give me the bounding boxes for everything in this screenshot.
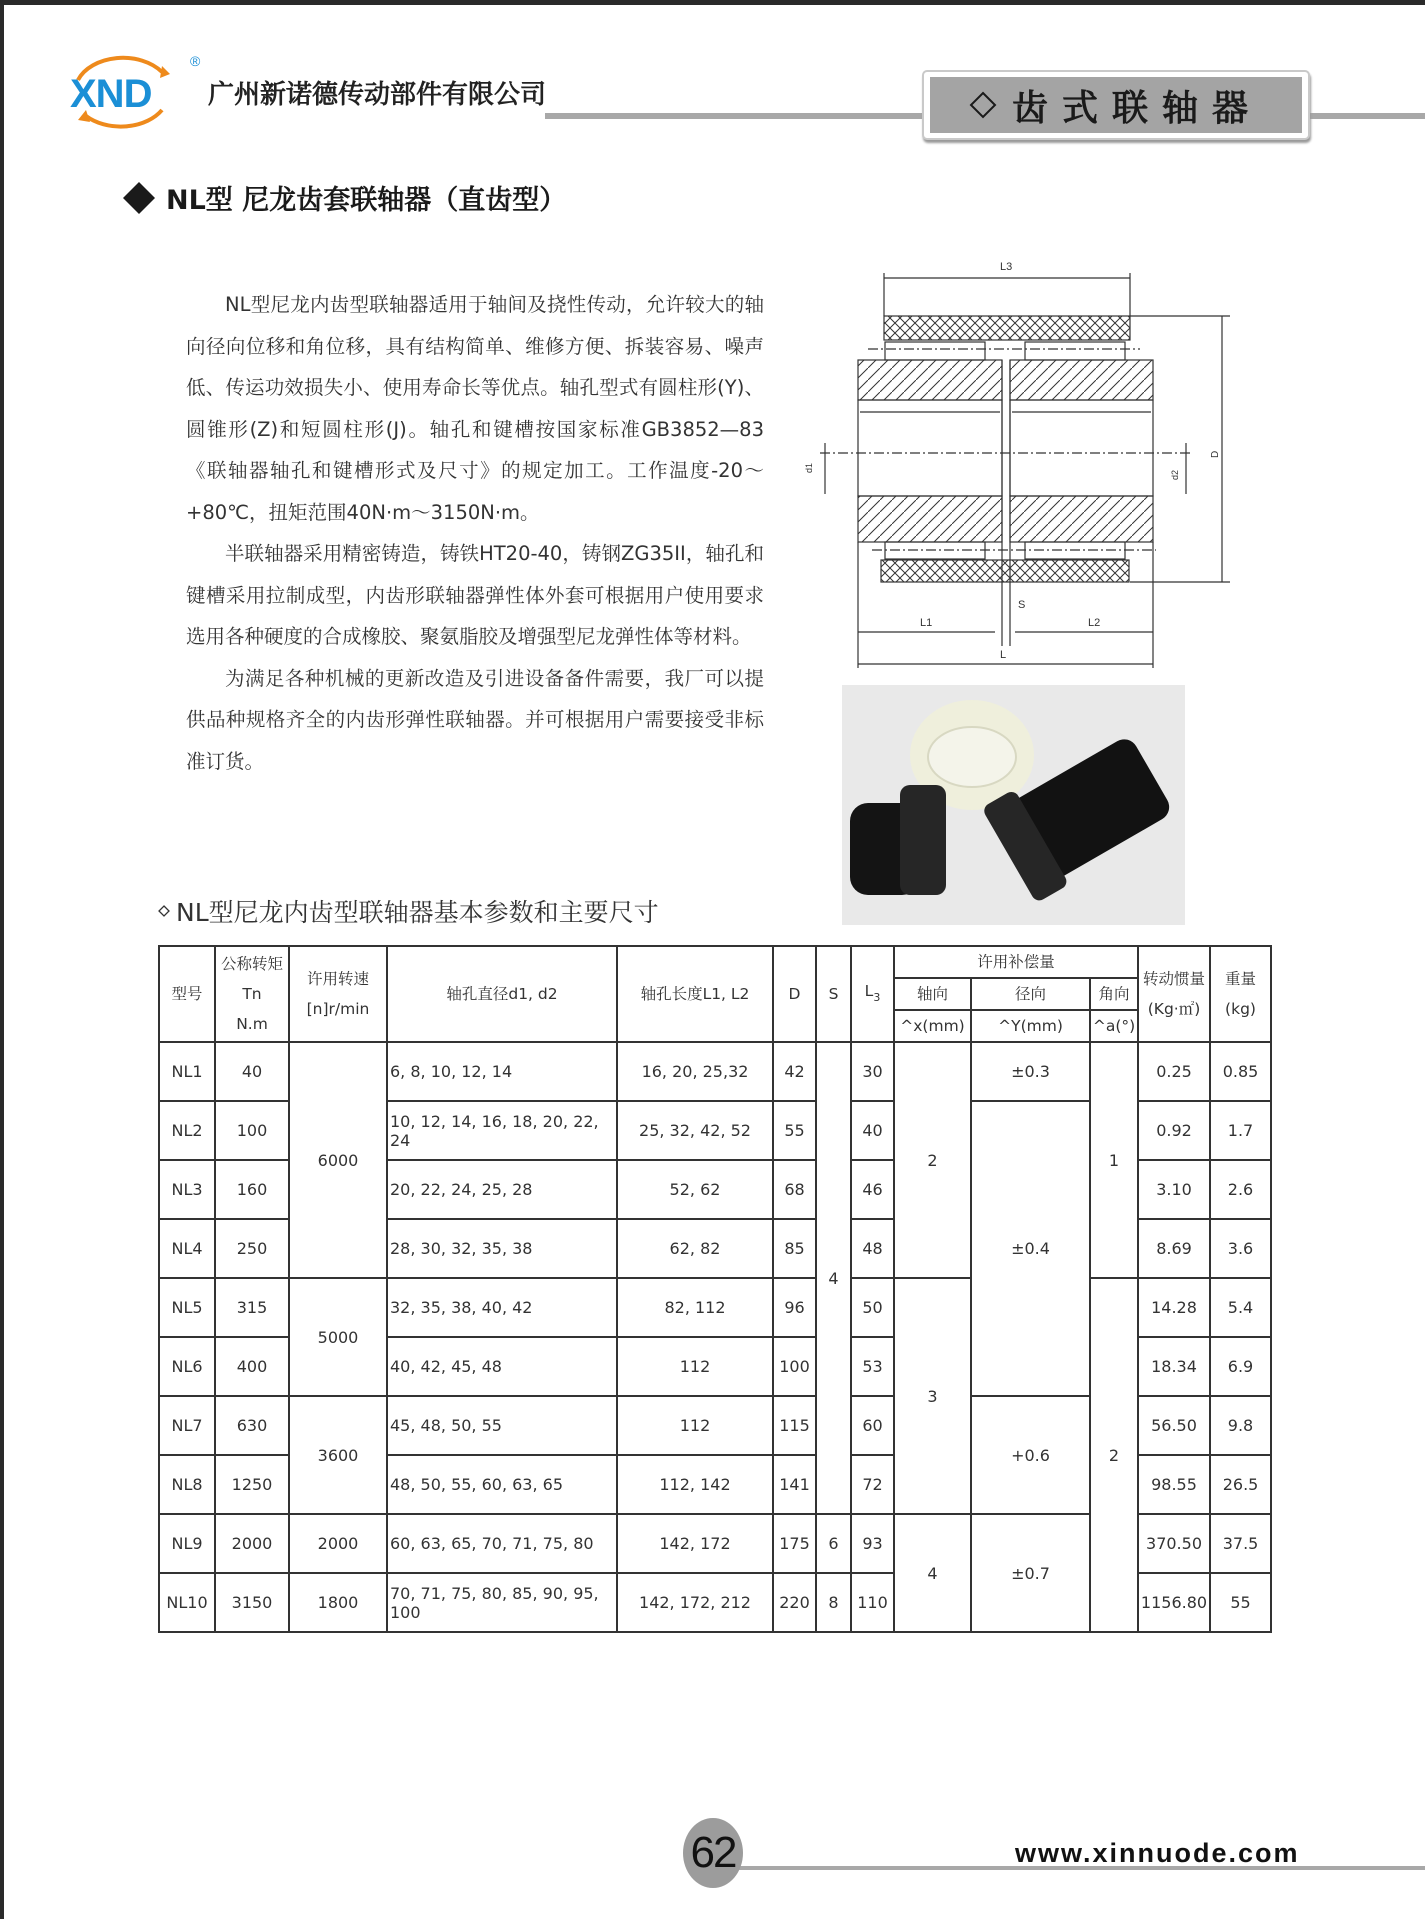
diagram-label-d1: d1 (804, 462, 814, 473)
cell-inertia: 18.34 (1138, 1337, 1210, 1396)
cell-model: NL6 (159, 1337, 215, 1396)
hollow-diamond-icon (970, 92, 996, 118)
cell-torque: 160 (215, 1160, 289, 1219)
category-label: 齿式联轴器 (1011, 87, 1262, 129)
cell-weight: 3.6 (1210, 1219, 1271, 1278)
company-name: 广州新诺德传动部件有限公司 (208, 80, 547, 110)
section-title (122, 178, 566, 217)
description-paragraph: 半联轴器采用精密铸造，铸铁HT20-40，铸钢ZG35II，轴孔和键槽采用拉制成型，内齿形联轴器弹性体外套可根据用户使用要求选用各种硬度的合成橡胶、聚氨脂胶及增强型尼龙弹性体等材料。 (186, 542, 764, 648)
cell-model: NL8 (159, 1455, 215, 1514)
cell-l3: 50 (851, 1278, 894, 1337)
cell-model: NL10 (159, 1573, 215, 1632)
cell-bore-dia: 28, 30, 32, 35, 38 (387, 1219, 617, 1278)
xnd-logo-icon (64, 50, 204, 130)
cell-model: NL3 (159, 1160, 215, 1219)
cell-weight: 37.5 (1210, 1514, 1271, 1573)
cell-axial: 3 (894, 1278, 971, 1514)
diagram-label-d2: d2 (1170, 469, 1180, 480)
cell-bore-dia: 60, 63, 65, 70, 71, 75, 80 (387, 1514, 617, 1573)
cell-d: 100 (773, 1337, 816, 1396)
svg-text:XND: XND (70, 72, 152, 116)
table-row (159, 1278, 1271, 1337)
header-inertia: 转动惯量 (Kg·㎡) (1138, 946, 1210, 1042)
cell-angular: 2 (1090, 1278, 1138, 1632)
cell-inertia: 8.69 (1138, 1219, 1210, 1278)
cell-model: NL4 (159, 1219, 215, 1278)
cell-radial: ±0.4 (971, 1101, 1090, 1396)
cell-bore-len: 142, 172, 212 (617, 1573, 773, 1632)
header-angular: 角向 (1090, 978, 1138, 1010)
cell-s: 6 (816, 1514, 851, 1573)
cell-bore-len: 112 (617, 1337, 773, 1396)
header-compensation-group: 许用补偿量 (894, 946, 1138, 978)
cell-torque: 1250 (215, 1455, 289, 1514)
cell-model: NL9 (159, 1514, 215, 1573)
cell-torque: 3150 (215, 1573, 289, 1632)
header-rule-left (545, 113, 925, 119)
product-description (186, 284, 764, 782)
diagram-label-l: L (1000, 649, 1007, 661)
cell-torque: 250 (215, 1219, 289, 1278)
cell-bore-dia: 48, 50, 55, 60, 63, 65 (387, 1455, 617, 1514)
cell-weight: 1.7 (1210, 1101, 1271, 1160)
cell-l3: 72 (851, 1455, 894, 1514)
section-title-text: NL型 尼龙齿套联轴器（直齿型） (166, 185, 567, 216)
cell-bore-len: 82, 112 (617, 1278, 773, 1337)
cell-speed: 1800 (289, 1573, 387, 1632)
cell-bore-dia: 6, 8, 10, 12, 14 (387, 1042, 617, 1101)
description-paragraph: 为满足各种机械的更新改造及引进设备备件需要，我厂可以提供品种规格齐全的内齿形弹性联轴器。并可根据用户需要接受非标准订货。 (186, 666, 764, 773)
cell-bore-dia: 45, 48, 50, 55 (387, 1396, 617, 1455)
cell-model: NL1 (159, 1042, 215, 1101)
cell-inertia: 98.55 (1138, 1455, 1210, 1514)
cell-weight: 2.6 (1210, 1160, 1271, 1219)
cell-weight: 26.5 (1210, 1455, 1271, 1514)
cell-weight: 5.4 (1210, 1278, 1271, 1337)
cell-torque: 630 (215, 1396, 289, 1455)
cell-l3: 30 (851, 1042, 894, 1101)
coupling-cross-section-diagram (804, 248, 1240, 678)
cell-weight: 6.9 (1210, 1337, 1271, 1396)
cell-bore-len: 112 (617, 1396, 773, 1455)
cell-inertia: 0.92 (1138, 1101, 1210, 1160)
cell-model: NL7 (159, 1396, 215, 1455)
header-radial: 径向 (971, 978, 1090, 1010)
cell-inertia: 1156.80 (1138, 1573, 1210, 1632)
cell-bore-len: 142, 172 (617, 1514, 773, 1573)
cell-torque: 40 (215, 1042, 289, 1101)
cell-torque: 100 (215, 1101, 289, 1160)
cell-l3: 93 (851, 1514, 894, 1573)
diagram-label-l2: L2 (1088, 617, 1101, 629)
cell-speed: 5000 (289, 1278, 387, 1396)
diagram-label-l3: L3 (1000, 261, 1013, 273)
cell-weight: 0.85 (1210, 1042, 1271, 1101)
cell-speed: 2000 (289, 1514, 387, 1573)
table-title (158, 893, 659, 929)
cell-weight: 55 (1210, 1573, 1271, 1632)
cell-speed: 6000 (289, 1042, 387, 1278)
cell-inertia: 0.25 (1138, 1042, 1210, 1101)
cell-d: 220 (773, 1573, 816, 1632)
cell-radial: ±0.7 (971, 1514, 1090, 1632)
cell-bore-len: 16, 20, 25,32 (617, 1042, 773, 1101)
cell-inertia: 14.28 (1138, 1278, 1210, 1337)
cell-d: 85 (773, 1219, 816, 1278)
cell-d: 55 (773, 1101, 816, 1160)
category-tab (922, 70, 1310, 140)
cell-radial: ±0.3 (971, 1042, 1090, 1101)
page-number: 62 (683, 1818, 743, 1888)
svg-text:®: ® (190, 53, 201, 69)
cell-axial: 2 (894, 1042, 971, 1278)
header-angular-unit: ^a(°) (1090, 1010, 1138, 1042)
header-weight: 重量 (kg) (1210, 946, 1271, 1042)
table-title-text: NL型尼龙内齿型联轴器基本参数和主要尺寸 (176, 898, 659, 927)
diagram-label-d: D (1210, 450, 1221, 458)
cell-angular: 1 (1090, 1042, 1138, 1278)
spec-table (158, 945, 1272, 1633)
cell-l3: 46 (851, 1160, 894, 1219)
cell-bore-len: 112, 142 (617, 1455, 773, 1514)
cell-d: 115 (773, 1396, 816, 1455)
cell-d: 68 (773, 1160, 816, 1219)
cell-inertia: 56.50 (1138, 1396, 1210, 1455)
cell-bore-len: 52, 62 (617, 1160, 773, 1219)
website-url: www.xinnuode.com (1015, 1838, 1300, 1868)
cell-speed: 3600 (289, 1396, 387, 1514)
cell-l3: 40 (851, 1101, 894, 1160)
header-speed: 许用转速 [n]r/min (289, 946, 387, 1042)
cell-weight: 9.8 (1210, 1396, 1271, 1455)
cell-d: 141 (773, 1455, 816, 1514)
cell-bore-dia: 32, 35, 38, 40, 42 (387, 1278, 617, 1337)
small-hollow-diamond-icon (158, 905, 170, 917)
cell-radial: +0.6 (971, 1396, 1090, 1514)
cell-l3: 60 (851, 1396, 894, 1455)
product-photo (842, 685, 1185, 925)
cell-d: 175 (773, 1514, 816, 1573)
cell-inertia: 3.10 (1138, 1160, 1210, 1219)
cell-bore-dia: 10, 12, 14, 16, 18, 20, 22, 24 (387, 1101, 617, 1160)
cell-l3: 110 (851, 1573, 894, 1632)
table-row (159, 1042, 1271, 1101)
header-radial-unit: ^Y(mm) (971, 1010, 1090, 1042)
cell-torque: 315 (215, 1278, 289, 1337)
header-s: S (816, 946, 851, 1042)
cell-inertia: 370.50 (1138, 1514, 1210, 1573)
cell-s: 4 (816, 1042, 851, 1514)
cell-model: NL2 (159, 1101, 215, 1160)
header-bore-diameter: 轴孔直径d1, d2 (387, 946, 617, 1042)
filled-diamond-icon (122, 181, 156, 215)
header-l3: $L_3$ (851, 946, 894, 1042)
header-bore-length: 轴孔长度L1, L2 (617, 946, 773, 1042)
cell-bore-dia: 40, 42, 45, 48 (387, 1337, 617, 1396)
cell-torque: 400 (215, 1337, 289, 1396)
header-d: D (773, 946, 816, 1042)
cell-d: 42 (773, 1042, 816, 1101)
page-frame-left (0, 0, 4, 1919)
header-rule-right (1305, 113, 1425, 119)
cell-bore-dia: 70, 71, 75, 80, 85, 90, 95, 100 (387, 1573, 617, 1632)
header-torque: 公称转矩Tn N.m (215, 946, 289, 1042)
diagram-label-l1: L1 (920, 617, 933, 629)
page-frame-top (0, 0, 1425, 5)
cell-s: 8 (816, 1573, 851, 1632)
cell-bore-dia: 20, 22, 24, 25, 28 (387, 1160, 617, 1219)
header-axial-unit: ^x(mm) (894, 1010, 971, 1042)
company-logo (64, 50, 204, 130)
cell-axial: 4 (894, 1514, 971, 1632)
cell-bore-len: 62, 82 (617, 1219, 773, 1278)
cell-model: NL5 (159, 1278, 215, 1337)
description-paragraph: NL型尼龙内齿型联轴器适用于轴间及挠性传动，允许较大的轴向径向位移和角位移，具有结构简单、维修方便、拆装容易、噪声低、传运功效损失小、使用寿命长等优点。轴孔型式有圆柱形(Y)、圆锥形(Z)和短圆柱形(J)。轴孔和键槽按国家标准GB3852—83《联轴器轴孔和键槽形式及尺寸》的规定加工。工作温度-20～+80℃，扭矩范围40N·m～3150N·m。 (186, 293, 764, 524)
cell-bore-len: 25, 32, 42, 52 (617, 1101, 773, 1160)
header-model: 型号 (159, 946, 215, 1042)
cell-l3: 48 (851, 1219, 894, 1278)
diagram-label-s: S (1018, 599, 1026, 611)
cell-d: 96 (773, 1278, 816, 1337)
header-axial: 轴向 (894, 978, 971, 1010)
cell-l3: 53 (851, 1337, 894, 1396)
cell-torque: 2000 (215, 1514, 289, 1573)
